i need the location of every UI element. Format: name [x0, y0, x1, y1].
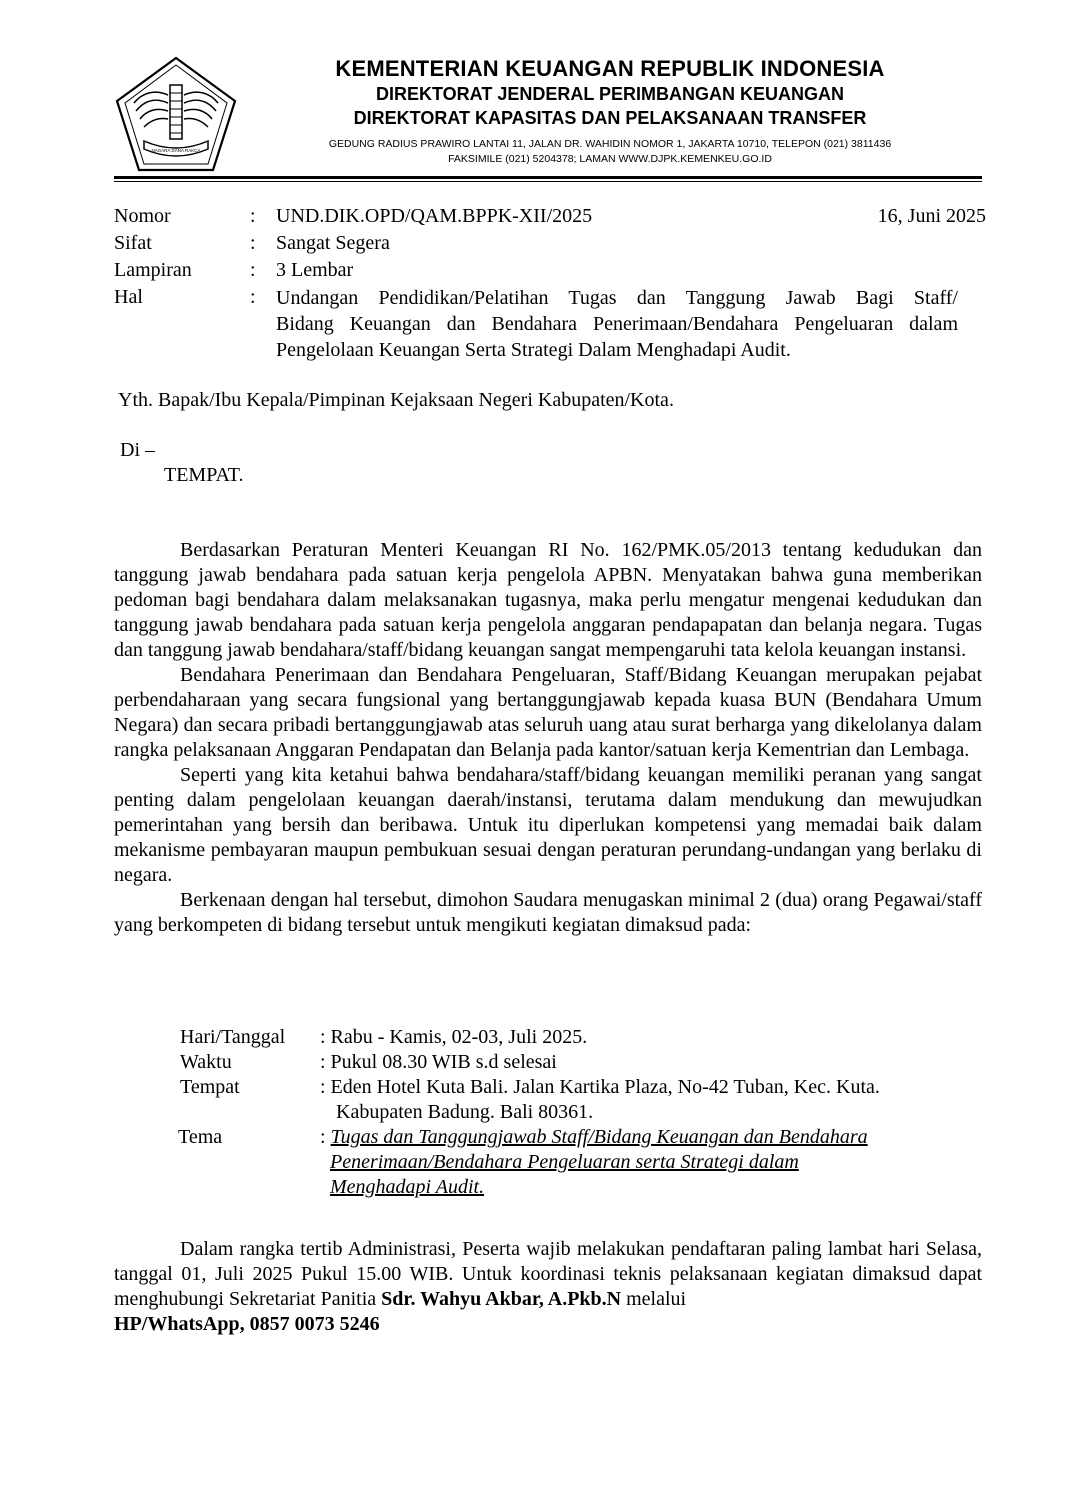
tema-colon: : — [320, 1126, 331, 1148]
sifat-colon: : — [250, 232, 256, 254]
body-paragraph-2: Bendahara Penerimaan dan Bendahara Pengeluaran, Staff/Bidang Keuangan merupakan pejabat perbendaharaan yang secara fungsional yang bertanggungjawab kepada kuasa BUN (Bendahara Umum Negara) dan secara pribadi bertanggungjawab atas seluruh uang atau surat berharga yang dikelolanya dalam rangka pelaksanaan Anggaran Pendapatan dan Belanja pada kantor/satuan kerja Kementrian dan Lembaga. — [114, 664, 982, 761]
waktu-value: : Pukul 08.30 WIB s.d selesai — [320, 1051, 557, 1073]
hal-line-2: Bidang Keuangan dan Bendahara Penerimaan/Bendahara Pengeluaran dalam — [276, 313, 958, 335]
letter-body — [114, 538, 982, 938]
lampiran-label: Lampiran — [114, 259, 192, 281]
closing-text: Dalam rangka tertib Administrasi, Peserta wajib melakukan pendaftaran paling lambat hari Selasa, tanggal 01, Juli 2025 Pukul 15.00 WIB. Untuk koordinasi teknis pelaksanaan kegiatan dimaksud dapat menghubungi Sekretariat Panitia — [114, 1238, 982, 1310]
closing-paragraph — [114, 1237, 982, 1337]
tema-value-line-2 — [330, 1150, 799, 1175]
directorate-name: DIREKTORAT KAPASITAS DAN PELAKSANAAN TRANSFER — [353, 108, 867, 128]
recipient-tempat: TEMPAT. — [164, 464, 244, 486]
waktu-label: Waktu — [180, 1051, 232, 1073]
sifat-label: Sifat — [114, 232, 152, 254]
tema-text-2: Penerimaan/Bendahara Pengeluaran serta Strategi dalam — [330, 1151, 799, 1173]
recipient-line: Yth. Bapak/Ibu Kepala/Pimpinan Kejaksaan Negeri Kabupaten/Kota. — [118, 389, 674, 411]
hal-line-3: Pengelolaan Keuangan Serta Strategi Dalam Menghadapi Audit. — [276, 339, 791, 361]
recipient-di: Di – — [120, 439, 155, 461]
address-line-2: FAKSIMILE (021) 5204378; LAMAN WWW.DJPK.KEMENKEU.GO.ID — [448, 153, 772, 165]
ministry-emblem-icon — [114, 55, 238, 173]
tema-text-1: Tugas dan Tanggungjawab Staff/Bidang Keuangan dan Bendahara — [330, 1126, 868, 1148]
hari-label: Hari/Tanggal — [180, 1026, 286, 1048]
logo-motto: NAGARA DANA RAKCA — [151, 148, 201, 153]
body-paragraph-4: Berkenaan dengan hal tersebut, dimohon Saudara menugaskan minimal 2 (dua) orang Pegawai/staff yang berkompeten di bidang tersebut untuk mengikuti kegiatan dimaksud pada: — [114, 889, 982, 936]
tempat-value-1: : Eden Hotel Kuta Bali. Jalan Kartika Plaza, No-42 Tuban, Kec. Kuta. — [320, 1076, 880, 1098]
letterhead-rule-thin — [114, 181, 982, 182]
closing-text-block — [114, 1237, 982, 1312]
tema-label: Tema — [178, 1126, 223, 1148]
sifat-value: Sangat Segera — [276, 232, 390, 254]
nomor-label: Nomor — [114, 205, 171, 227]
address-line-1: GEDUNG RADIUS PRAWIRO LANTAI 11, JALAN DR. WAHIDIN NOMOR 1, JAKARTA 10710, TELEPON (021) 3811436 — [328, 138, 892, 150]
tempat-value-2: Kabupaten Badung. Bali 80361. — [336, 1101, 594, 1123]
tema-value-line-3 — [330, 1175, 484, 1200]
letterhead-rule-thick — [114, 176, 982, 179]
contact-name: Sdr. Wahyu Akbar, A.Pkb.N — [381, 1288, 622, 1310]
hal-colon: : — [250, 286, 256, 308]
nomor-value: UND.DIK.OPD/QAM.BPPK-XII/2025 — [276, 205, 593, 227]
hari-value: : Rabu - Kamis, 02-03, Juli 2025. — [320, 1026, 588, 1048]
lampiran-colon: : — [250, 259, 256, 281]
nomor-colon: : — [250, 205, 256, 227]
letter-date: 16, Juni 2025 — [877, 205, 986, 227]
tema-text-3: Menghadapi Audit. — [330, 1176, 485, 1198]
hal-label: Hal — [114, 286, 143, 308]
hal-line-1: Undangan Pendidikan/Pelatihan Tugas dan Tanggung Jawab Bagi Staff/ — [276, 287, 958, 309]
tema-value-line-1 — [320, 1125, 868, 1150]
ministry-name: KEMENTERIAN KEUANGAN REPUBLIK INDONESIA — [335, 56, 885, 81]
closing-via: melalui — [621, 1288, 687, 1310]
tempat-label: Tempat — [180, 1076, 240, 1098]
body-paragraph-1: Berdasarkan Peraturan Menteri Keuangan RI No. 162/PMK.05/2013 tentang kedudukan dan tanggung jawab bendahara pada satuan kerja pengelola APBN. Menyatakan bahwa guna memberikan pedoman bagi bendahara dalam melaksanakan tugasnya, maka perlu mengatur mengenai kedudukan dan tanggung jawab bendahara pada satuan kerja pengelola anggaran pendapapatan dan belanja negara. Tugas dan tanggung jawab bendahara/staff/bidang keuangan sangat mempengaruhi tata kelola keuangan instansi. — [114, 539, 982, 661]
body-paragraph-3: Seperti yang kita ketahui bahwa bendahara/staff/bidang keuangan memiliki peranan yang sangat penting dalam pengelolaan keuangan daerah/instansi, terutama dalam mendukung dan mewujudkan pemerintahan yang bersih dan beribawa. Untuk itu diperlukan kompetensi yang memadai baik dalam mekanisme pembayaran maupun pembukuan sesuai dengan peraturan perundang-undangan yang berlaku di negara. — [114, 764, 982, 886]
contact-phone: HP/WhatsApp, 0857 0073 5246 — [114, 1313, 380, 1335]
lampiran-value: 3 Lembar — [276, 259, 354, 281]
directorate-general-name: DIREKTORAT JENDERAL PERIMBANGAN KEUANGAN — [375, 84, 845, 104]
hal-subject — [276, 285, 958, 363]
